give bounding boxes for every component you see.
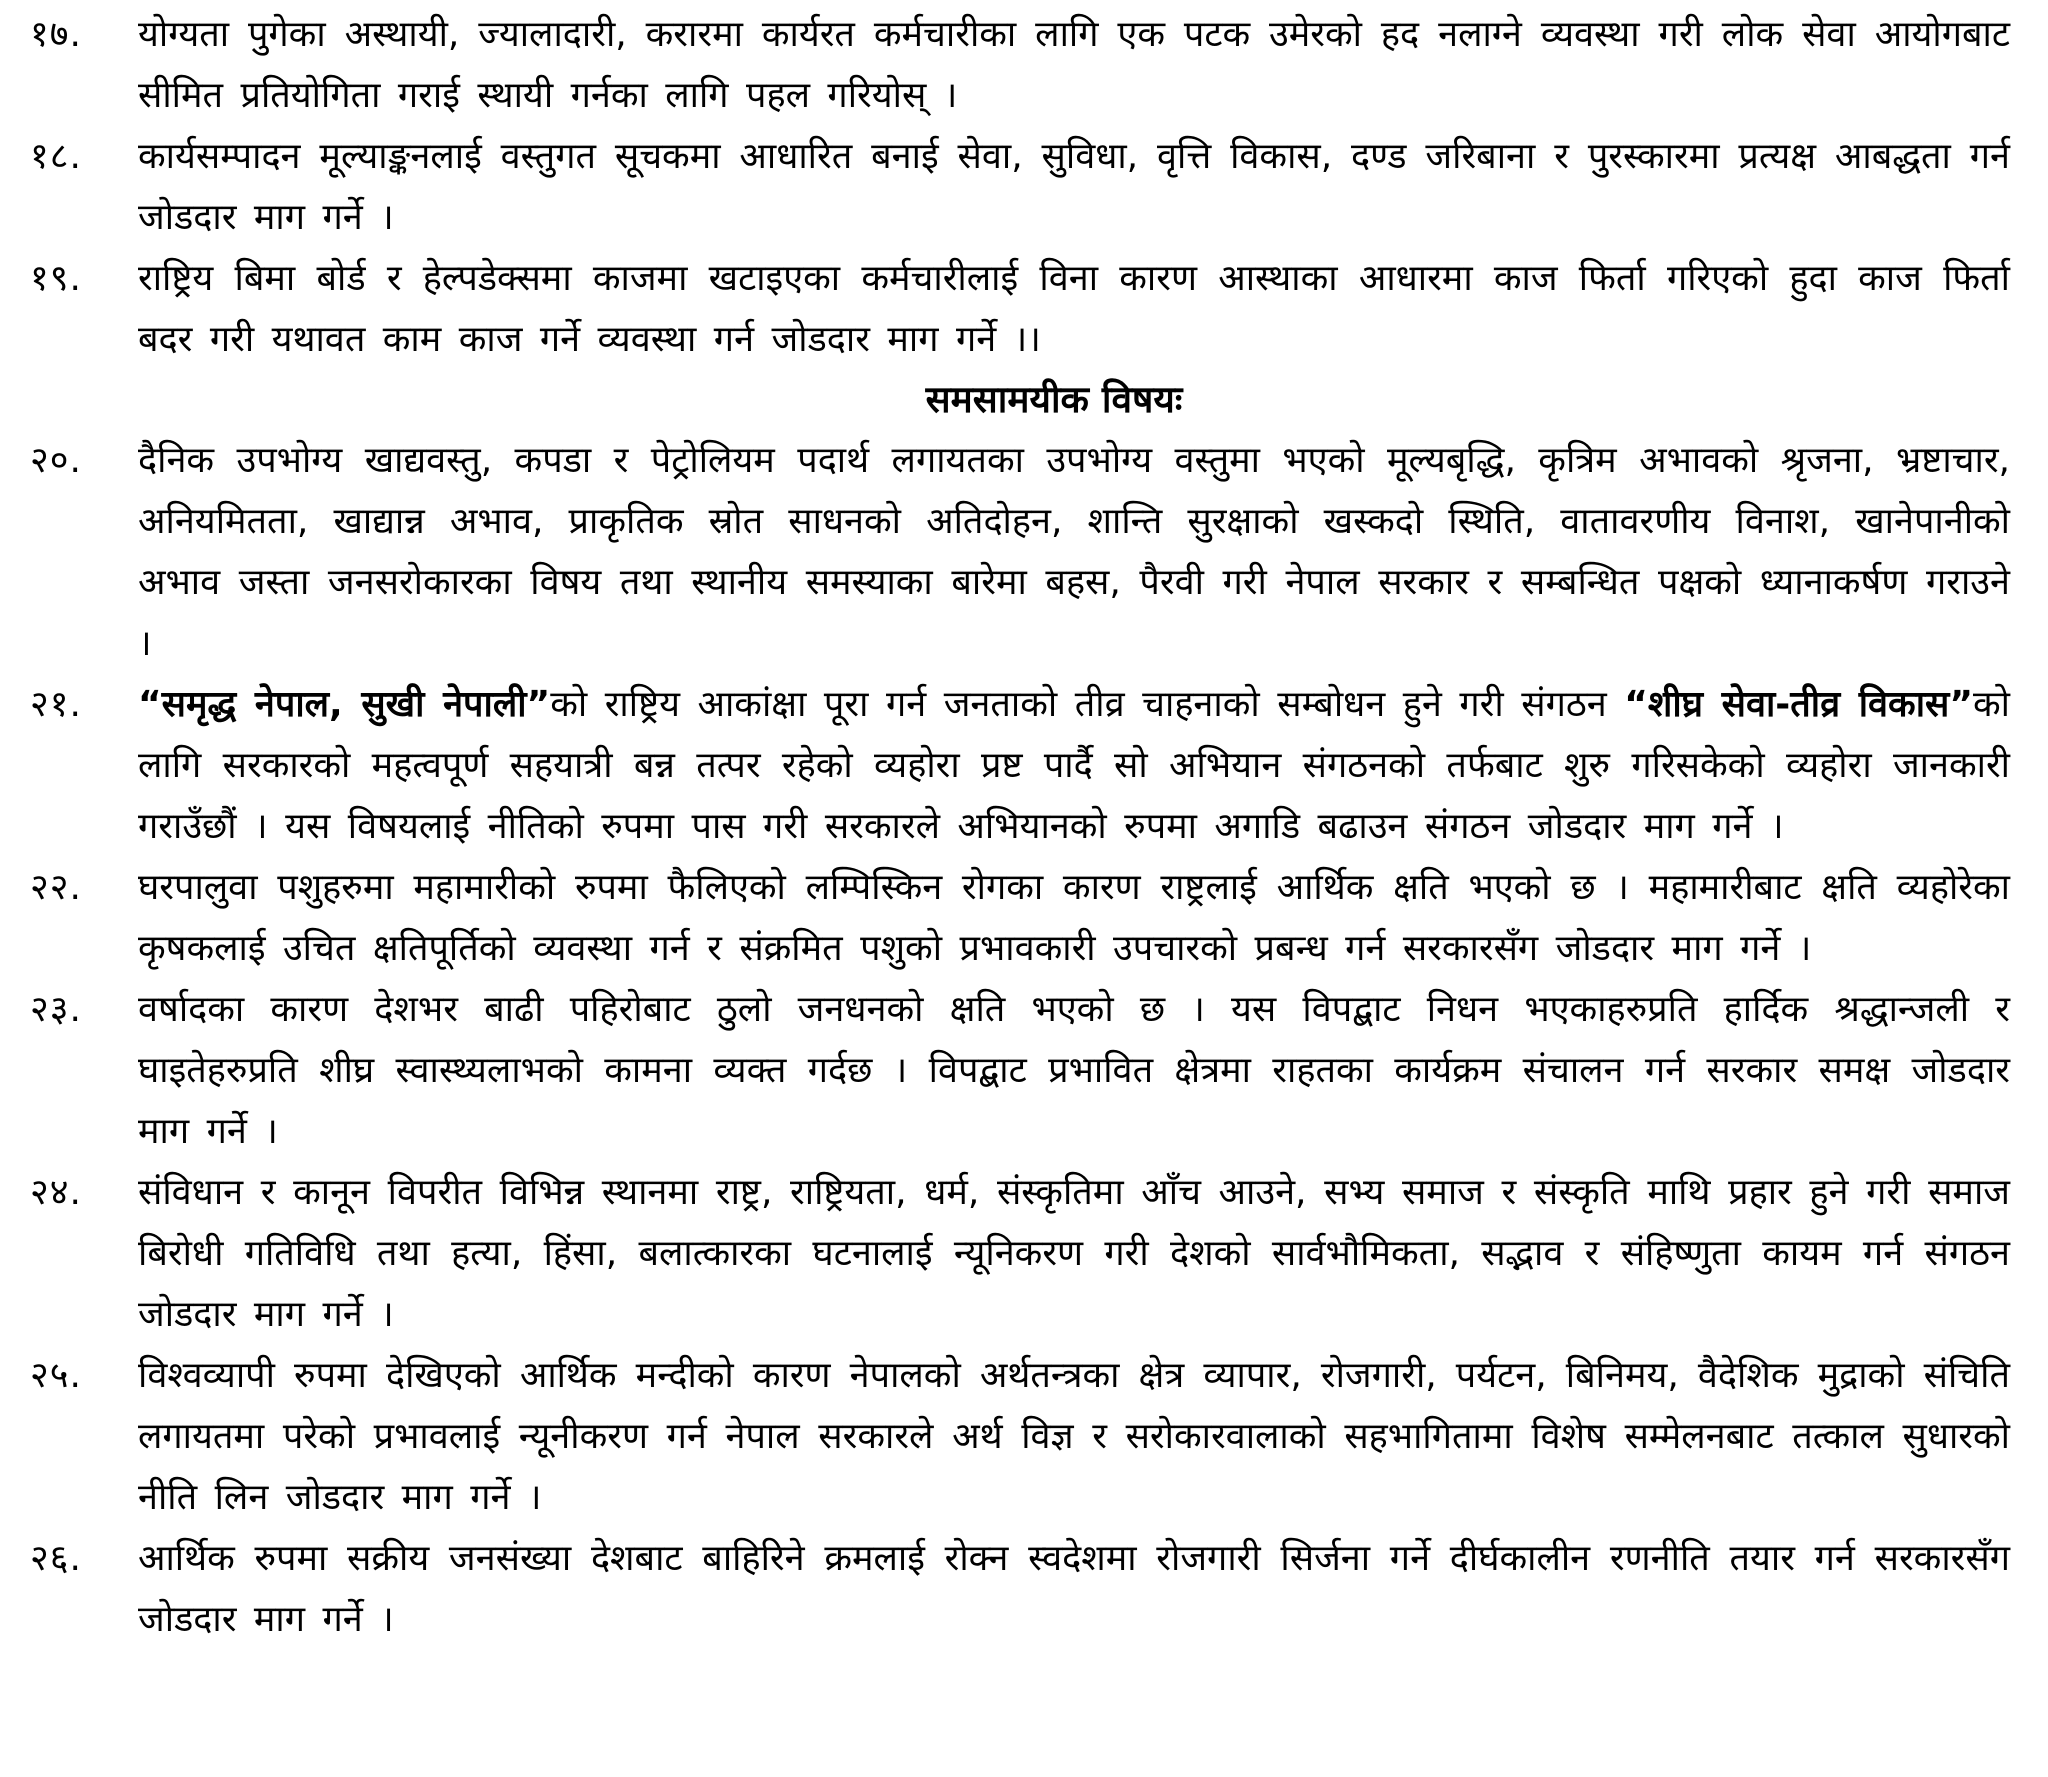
item-text: दैनिक उपभोग्य खाद्यवस्तु, कपडा र पेट्रोलियम पदार्थ लगायतका उपभोग्य वस्तुमा भएको मूल्यबृद्धि, कृत्रिम अभावको श्रृजना, भ्रष्टाचार, अनियमितता, खाद्यान्न अभाव, प्राकृतिक स्रोत साधनको अतिदोहन, शान्ति सुरक्षाको खस्कदो स्थिति, वातावरणीय विनाश, खानेपानीको अभाव जस्ता जनसरोकारका विषय तथा स्थानीय समस्याका बारेमा बहस, पैरवी गरी नेपाल सरकार र सम्बन्धित पक्षको ध्यानाकर्षण गराउने । xyxy=(138,440,2010,664)
item-number: १७. xyxy=(30,14,82,55)
item-text: घरपालुवा पशुहरुमा महामारीको रुपमा फैलिएको लम्पिस्किन रोगका कारण राष्ट्रलाई आर्थिक क्षति भएको छ । महामारीबाट क्षति व्यहोरेका कृषकलाई उचित क्षतिपूर्तिको व्यवस्था गर्न र संक्रमित पशुको प्रभावकारी उपचारको प्रबन्ध गर्न सरकारसँग जोडदार माग गर्ने । xyxy=(138,867,2010,969)
item-number: १८. xyxy=(30,136,82,177)
list-item xyxy=(0,430,2010,674)
list-item xyxy=(0,248,2010,370)
item-number: २३. xyxy=(30,989,82,1030)
item-text: योग्यता पुगेका अस्थायी, ज्यालादारी, करारमा कार्यरत कर्मचारीका लागि एक पटक उमेरको हद नलाग्ने व्यवस्था गरी लोक सेवा आयोगबाट सीमित प्रतियोगिता गराई स्थायी गर्नका लागि पहल गरियोस् । xyxy=(138,14,2010,116)
item-text: कार्यसम्पादन मूल्याङ्कनलाई वस्तुगत सूचकमा आधारित बनाई सेवा, सुविधा, वृत्ति विकास, दण्ड जरिबाना र पुरस्कारमा प्रत्यक्ष आबद्धता गर्न जोडदार माग गर्ने । xyxy=(138,136,2010,238)
list-item xyxy=(0,126,2010,248)
item-number: २२. xyxy=(30,867,82,908)
item-text: वर्षादका कारण देशभर बाढी पहिरोबाट ठुलो जनधनको क्षति भएको छ । यस विपद्बाट निधन भएकाहरुप्रति हार्दिक श्रद्धान्जली र घाइतेहरुप्रति शीघ्र स्वास्थ्यलाभको कामना व्यक्त गर्दछ । विपद्बाट प्रभावित क्षेत्रमा राहतका कार्यक्रम संचालन गर्न सरकार समक्ष जोडदार माग गर्ने । xyxy=(138,989,2010,1152)
item-text: आर्थिक रुपमा सक्रीय जनसंख्या देशबाट बाहिरिने क्रमलाई रोक्न स्वदेशमा रोजगारी सिर्जना गर्ने दीर्घकालीन रणनीति तयार गर्न सरकारसँग जोडदार माग गर्ने । xyxy=(138,1538,2010,1640)
item-text-part-1: को राष्ट्रिय आकांक्षा पूरा गर्न जनताको तीव्र चाहनाको सम्बोधन हुने गरी संगठन xyxy=(550,684,1625,725)
slogan-bold-1: “समृद्ध नेपाल, सुखी नेपाली” xyxy=(138,684,551,725)
item-number: २४. xyxy=(30,1172,82,1213)
list-item xyxy=(0,1345,2010,1528)
item-number: २५. xyxy=(30,1355,82,1396)
slogan-bold-2: “शीघ्र सेवा-तीव्र विकास” xyxy=(1624,684,1974,725)
item-text-part-2: को लागि सरकारको महत्वपूर्ण सहयात्री बन्न तत्पर रहेको व्यहोरा प्रष्ट पार्दै सो अभियान संगठनको तर्फबाट शुरु गरिसकेको व्यहोरा जानकारी गराउँछौं । यस विषयलाई नीतिको रुपमा पास गरी सरकारले अभियानको रुपमा अगाडि बढाउन संगठन जोडदार माग गर्ने । xyxy=(138,684,2010,847)
list-item xyxy=(0,857,2010,979)
list-item xyxy=(0,4,2010,126)
item-text: संविधान र कानून विपरीत विभिन्न स्थानमा राष्ट्र, राष्ट्रियता, धर्म, संस्कृतिमा आँच आउने, सभ्य समाज र संस्कृति माथि प्रहार हुने गरी समाज बिरोधी गतिविधि तथा हत्या, हिंसा, बलात्कारका घटनालाई न्यूनिकरण गरी देशको सार्वभौमिकता, सद्भाव र संहिष्णुता कायम गर्न संगठन जोडदार माग गर्ने । xyxy=(138,1172,2010,1335)
list-item xyxy=(0,979,2010,1162)
list-item xyxy=(0,674,2010,857)
item-text xyxy=(138,674,2010,857)
item-text: विश्वव्यापी रुपमा देखिएको आर्थिक मन्दीको कारण नेपालको अर्थतन्त्रका क्षेत्र व्यापार, रोजगारी, पर्यटन, बिनिमय, वैदेशिक मुद्राको संचिति लगायतमा परेको प्रभावलाई न्यूनीकरण गर्न नेपाल सरकारले अर्थ विज्ञ र सरोकारवालाको सहभागितामा विशेष सम्मेलनबाट तत्काल सुधारको नीति लिन जोडदार माग गर्ने । xyxy=(138,1355,2010,1518)
list-item xyxy=(0,1528,2010,1650)
section-heading: समसामयीक विषयः xyxy=(925,378,1183,421)
list-item xyxy=(0,1162,2010,1345)
item-number: २०. xyxy=(30,440,82,481)
item-number: १९. xyxy=(30,258,82,299)
item-number: २६. xyxy=(30,1538,82,1579)
item-number: २१. xyxy=(30,684,82,725)
item-text: राष्ट्रिय बिमा बोर्ड र हेल्पडेक्समा काजमा खटाइएका कर्मचारीलाई विना कारण आस्थाका आधारमा काज फिर्ता गरिएको हुदा काज फिर्ता बदर गरी यथावत काम काज गर्ने व्यवस्था गर्न जोडदार माग गर्ने ।। xyxy=(138,258,2010,360)
